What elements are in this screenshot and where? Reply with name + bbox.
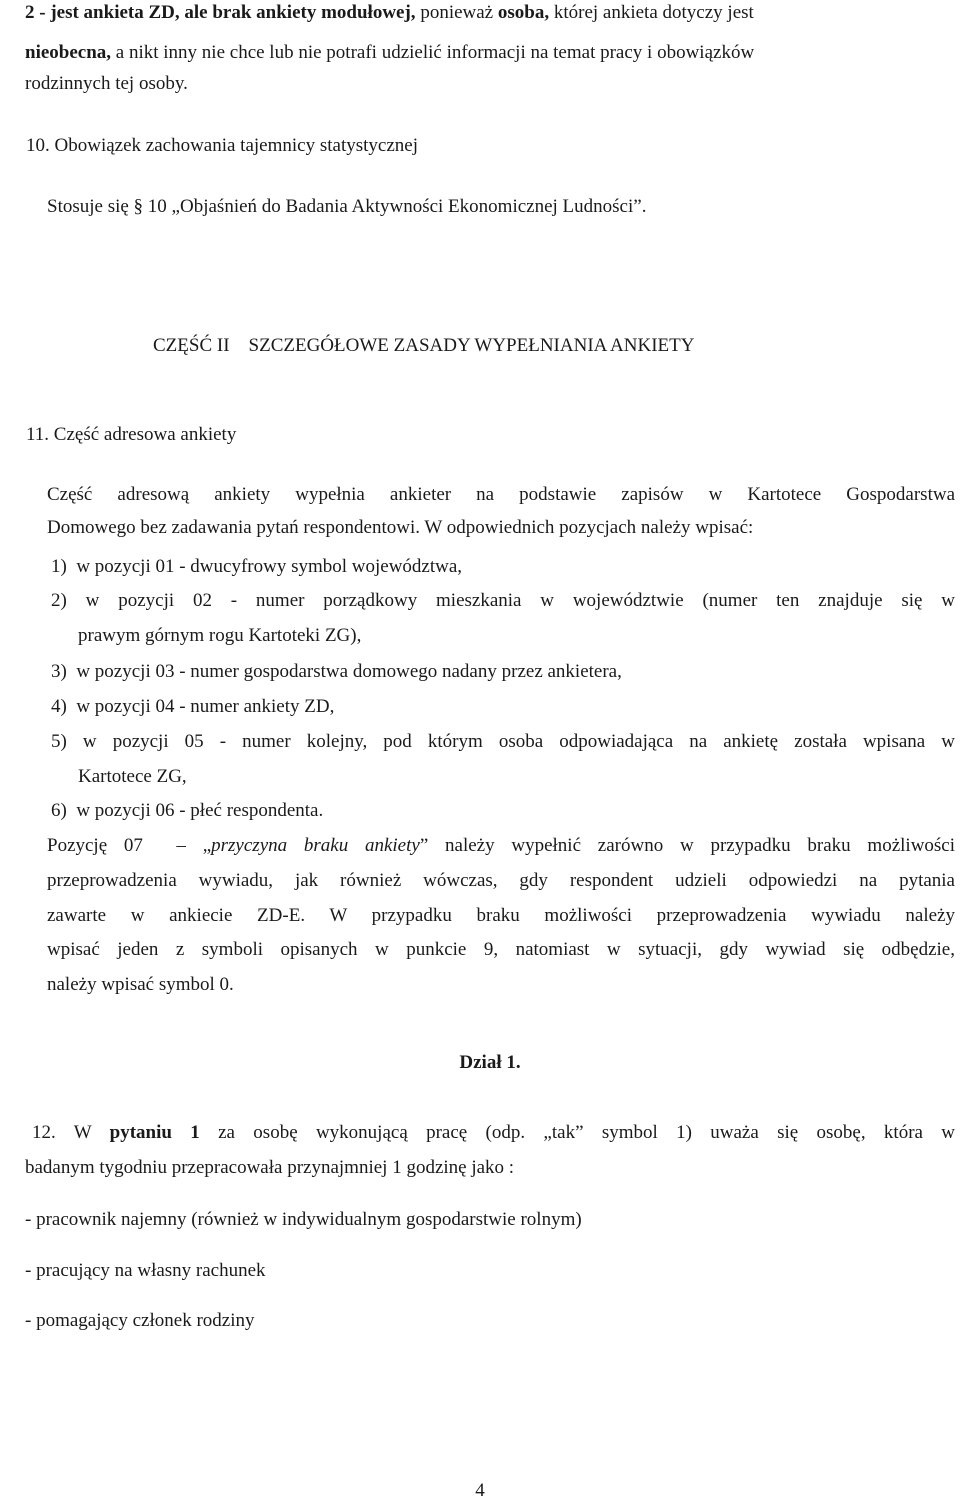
p07-paragraph-line: należy wpisać symbol 0. xyxy=(47,974,234,995)
section-11-paragraph-line: Część adresową ankiety wypełnia ankieter na podstawie zapisów w Kartotece Gospodarstwa xyxy=(47,484,955,505)
list-item-text: w pozycji 01 - dwucyfrowy symbol województwa, xyxy=(76,556,463,577)
list-item-text: w pozycji 04 - numer ankiety ZD, xyxy=(76,696,335,717)
section-12-text: 12. W xyxy=(32,1122,110,1143)
list-item-continuation: Kartotece ZG, xyxy=(78,766,187,787)
list-item-text: w pozycji 02 - numer porządkowy mieszkania w województwie (numer ten znajduje się w xyxy=(85,590,956,611)
bullet-item: - pracownik najemny (również w indywidualnym gospodarstwie rolnym) xyxy=(25,1209,582,1230)
p07-text: Pozycję 07 – „ xyxy=(47,835,212,856)
section-12-text: za osobę wykonującą pracę (odp. „tak” symbol 1) uważa się osobę, która w xyxy=(199,1122,956,1143)
list-item-number: 2) xyxy=(51,590,67,611)
list-item xyxy=(51,696,334,718)
intro-bold-text: 2 - jest ankieta ZD, ale brak ankiety modułowej, xyxy=(25,2,416,23)
list-item xyxy=(51,800,323,822)
p07-paragraph-line: zawarte w ankiecie ZD-E. W przypadku braku możliwości przeprowadzenia wywiadu należy xyxy=(47,905,955,926)
part-2-heading: CZĘŚĆ II SZCZEGÓŁOWE ZASADY WYPEŁNIANIA ANKIETY xyxy=(153,335,695,356)
p07-text: ” należy wypełnić zarówno w przypadku braku możliwości xyxy=(419,835,956,856)
list-item xyxy=(51,556,462,578)
list-item-text: w pozycji 05 - numer kolejny, pod którym osoba odpowiadająca na ankietę została wpisana w xyxy=(82,731,956,752)
section-11-paragraph-line: Domowego bez zadawania pytań respondentowi. W odpowiednich pozycjach należy wpisać: xyxy=(47,517,754,538)
list-item-number: 3) xyxy=(51,661,67,682)
intro-line-2 xyxy=(25,42,955,64)
section-12-bold-text: pytaniu 1 xyxy=(109,1122,200,1143)
p07-paragraph-line: wpisać jeden z symboli opisanych w punkcie 9, natomiast w sytuacji, gdy wywiad się odbędzie, xyxy=(47,939,955,960)
p07-italic-text: przyczyna braku ankiety xyxy=(211,835,420,856)
bullet-item: - pomagający członek rodziny xyxy=(25,1310,255,1331)
list-item-number: 4) xyxy=(51,696,67,717)
intro-text: ponieważ xyxy=(415,2,498,23)
list-item-number: 1) xyxy=(51,556,67,577)
list-item xyxy=(51,731,955,753)
intro-line-1 xyxy=(25,2,955,24)
section-11-heading: 11. Część adresowa ankiety xyxy=(26,424,237,445)
p07-paragraph-line xyxy=(47,835,955,857)
list-item-number: 5) xyxy=(51,731,67,752)
intro-text: a nikt inny nie chce lub nie potrafi udzielić informacji na temat pracy i obowiązków xyxy=(111,42,755,63)
list-item-text: w pozycji 06 - płeć respondenta. xyxy=(76,800,324,821)
intro-text: której ankieta dotyczy jest xyxy=(549,2,754,23)
intro-bold-text: osoba, xyxy=(497,2,550,23)
section-12-line: badanym tygodniu przepracowała przynajmniej 1 godzinę jako : xyxy=(25,1157,515,1178)
list-item-number: 6) xyxy=(51,800,67,821)
section-10-text: Stosuje się § 10 „Objaśnień do Badania Aktywności Ekonomicznej Ludności”. xyxy=(47,196,647,217)
intro-bold-text: nieobecna, xyxy=(25,42,112,63)
list-item-text: w pozycji 03 - numer gospodarstwa domowego nadany przez ankietera, xyxy=(76,661,622,682)
list-item xyxy=(51,661,622,683)
list-item xyxy=(51,590,955,612)
intro-line-3: rodzinnych tej osoby. xyxy=(25,73,188,94)
dzial-heading: Dział 1. xyxy=(459,1052,521,1073)
p07-paragraph-line: przeprowadzenia wywiadu, jak również wówczas, gdy respondent udzieli odpowiedzi na pytania xyxy=(47,870,955,891)
section-10-heading: 10. Obowiązek zachowania tajemnicy statystycznej xyxy=(26,135,418,156)
list-item-continuation: prawym górnym rogu Kartoteki ZG), xyxy=(78,625,362,646)
bullet-item: - pracujący na własny rachunek xyxy=(25,1260,266,1281)
section-12-line xyxy=(32,1122,955,1144)
page-number: 4 xyxy=(475,1480,485,1501)
